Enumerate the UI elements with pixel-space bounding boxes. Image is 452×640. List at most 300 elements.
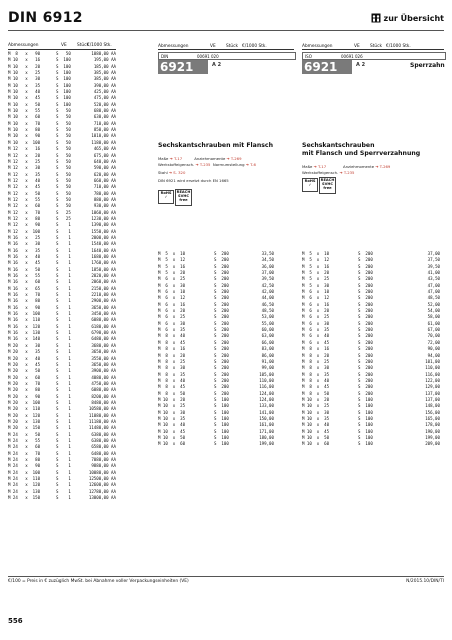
price-cell: 180,00 [259, 434, 274, 440]
price-cell: 199,00 [425, 434, 440, 440]
price-cell: 124,00 [259, 396, 274, 402]
price-cell: 52,00 [427, 301, 440, 307]
dimension-cell: M 6 x 30 [302, 320, 330, 326]
price-cell: 2020,00 AA [91, 273, 116, 279]
meta-ref[interactable]: T-17 [173, 156, 183, 161]
ve-cell: S 1 [56, 292, 71, 298]
price-cell: 133,00 [259, 403, 274, 409]
dimension-cell: M 5 x 16 [302, 263, 330, 269]
ve-cell: S 200 [214, 333, 229, 339]
dimension-cell: M 5 x 20 [302, 270, 330, 276]
dimension-cell: M 20 x 70 [8, 380, 41, 386]
col-dimensions: Abmessungen [8, 42, 39, 48]
ve-cell: S 200 [358, 314, 373, 320]
price-cell: 178,00 [425, 422, 440, 428]
meta-label: Maße [158, 156, 169, 161]
mid-din-number: 6921 [158, 60, 208, 74]
ve-cell: S 1 [56, 406, 71, 412]
ve-cell: S 200 [214, 276, 229, 282]
footer-note: €/100 = Preis in € zuzüglich MwSt. bei Abnahme voller Verpackungseinheiten (VE) [8, 579, 189, 584]
ve-cell: S 100 [358, 441, 373, 447]
price-cell: 6080,00 AA [91, 317, 116, 323]
dimension-cell: M 20 x 50 [8, 368, 41, 374]
price-cell: 390,00 AA [93, 82, 116, 88]
ve-cell: S 200 [358, 339, 373, 345]
ve-cell: S 100 [56, 76, 71, 82]
dimension-cell: M 24 x 60 [8, 444, 41, 450]
dimension-cell: M 16 x 45 [8, 260, 41, 266]
price-cell: 3550,00 AA [91, 355, 116, 361]
ve-cell: S 1 [56, 380, 71, 386]
price-cell: 1760,00 AA [91, 260, 116, 266]
price-cell: 385,00 AA [93, 76, 116, 82]
price-cell: 7080,00 AA [91, 457, 116, 462]
ve-cell: S 100 [358, 422, 373, 428]
price-cell: 465,00 AA [93, 146, 116, 152]
price-cell: 110,00 [259, 377, 274, 383]
price-cell: 99,00 [261, 365, 274, 371]
price-cell: 44,00 [261, 295, 274, 301]
price-cell: 1230,00 AA [91, 215, 116, 221]
price-cell: 105,00 [259, 371, 274, 377]
dimension-cell: M 24 x 50 [8, 431, 41, 437]
dimension-cell: M 10 x 60 [8, 114, 41, 120]
table-row [8, 495, 116, 501]
price-cell: 42,00 [261, 289, 274, 295]
ve-cell: S 100 [358, 434, 373, 440]
dimension-cell: M 16 x 140 [8, 336, 41, 342]
price-cell: 116,00 [425, 371, 440, 377]
dimension-cell: M 20 x 30 [8, 342, 41, 348]
ve-cell: S 1 [56, 482, 71, 488]
ve-cell: S 50 [56, 158, 71, 164]
dimension-cell: M 10 x 40 [302, 422, 330, 428]
col-ve: VE [61, 42, 67, 48]
dimension-cell: M 10 x 80 [8, 127, 41, 133]
dimension-cell: M 8 x 30 [158, 365, 186, 371]
price-cell: 70,00 [427, 333, 440, 339]
ve-cell: S 1 [56, 488, 71, 494]
meta-ref[interactable]: T-6 [250, 161, 256, 167]
dimension-cell: M 5 x 10 [158, 251, 186, 256]
dimension-cell: M 8 x 35 [302, 371, 330, 377]
dimension-cell: M 24 x 55 [8, 437, 41, 443]
dimension-cell: M 16 x 30 [8, 241, 41, 247]
dimension-cell: M 8 x 45 [158, 384, 186, 390]
price-cell: 1060,00 AA [91, 209, 116, 215]
dimension-cell: M 5 x 12 [302, 257, 330, 263]
dimension-cell: M 8 x 45 [302, 384, 330, 390]
right-variant: Sperrzahn [410, 62, 445, 69]
dimension-cell: M 6 x 25 [302, 314, 330, 320]
ve-cell: S 100 [358, 428, 373, 434]
price-cell: 11480,00 AA [88, 425, 116, 431]
ve-cell: S 200 [214, 295, 229, 301]
price-cell: 1540,00 AA [91, 241, 116, 247]
price-cell: 42,50 [261, 282, 274, 288]
price-cell: 6080,00 AA [91, 387, 116, 393]
ve-cell: S 1 [56, 317, 71, 323]
dimension-cell: M 20 x 120 [8, 412, 41, 418]
dimension-cell: M 10 x 55 [8, 108, 41, 114]
ve-cell: S 200 [358, 270, 373, 276]
dimension-cell: M 8 x 35 [158, 371, 186, 377]
dimension-cell: M 10 x 100 [8, 139, 41, 145]
ve-cell: S 200 [214, 289, 229, 295]
ve-cell: S 1 [56, 222, 71, 228]
price-cell: 8200,00 AA [91, 393, 116, 399]
dimension-cell: M 8 x 30 [302, 365, 330, 371]
right-meta: Maße ➔ T-17 Anziehmomente ➔ T-269 Werkstoffeigensch. ➔ T-235 [302, 164, 391, 175]
ve-cell: S 200 [214, 263, 229, 269]
price-cell: 12500,00 AA [88, 476, 116, 482]
ve-cell: S 200 [214, 377, 229, 383]
ve-cell: S 1 [56, 323, 71, 329]
ve-cell: S 1 [56, 437, 71, 443]
price-cell: 55,00 [261, 320, 274, 326]
dimension-cell: M 16 x 90 [8, 304, 41, 310]
dimension-cell: M 10 x 16 [8, 57, 41, 63]
dimension-cell: M 6 x 10 [158, 289, 186, 295]
dimension-cell: M 20 x 80 [8, 387, 41, 393]
price-cell: 1550,00 AA [91, 228, 116, 234]
price-cell: 137,00 [425, 390, 440, 396]
dimension-cell: M 16 x 110 [8, 317, 41, 323]
dimension-cell: M 12 x 90 [8, 222, 41, 228]
price-cell: 156,00 [425, 409, 440, 415]
ve-cell: S 50 [56, 152, 71, 158]
price-cell: 3450,00 AA [91, 311, 116, 317]
price-cell: 1640,00 AA [91, 247, 116, 253]
dimension-cell: M 12 x 25 [8, 158, 41, 164]
ve-cell: S 50 [56, 196, 71, 202]
price-cell: 10080,00 AA [88, 469, 116, 475]
price-cell: 48,50 [261, 308, 274, 314]
reach-badge [175, 189, 192, 206]
ve-cell: S 100 [214, 396, 229, 402]
ve-cell: S 1 [56, 342, 71, 348]
ve-cell: S 200 [358, 371, 373, 377]
price-cell: 91,00 [261, 358, 274, 364]
dimension-cell: M 24 x 80 [8, 457, 41, 462]
price-cell: 6790,00 AA [91, 330, 116, 336]
ve-cell: S 100 [214, 428, 229, 434]
ve-cell: S 100 [214, 422, 229, 428]
ve-cell: S 50 [56, 127, 71, 133]
dimension-cell: M 16 x 50 [8, 266, 41, 272]
price-cell: 4750,00 AA [91, 380, 116, 386]
reach-badge [319, 177, 336, 194]
ve-cell: S 200 [214, 282, 229, 288]
dimension-cell: M 8 x 40 [158, 333, 186, 339]
ve-cell: S 100 [56, 101, 71, 107]
price-cell: 880,00 AA [93, 196, 116, 202]
price-cell: 640,00 AA [93, 158, 116, 164]
price-cell: 47,00 [427, 289, 440, 295]
price-cell: 37,50 [427, 257, 440, 263]
price-cell: 9880,00 AA [91, 463, 116, 469]
price-cell: 46,50 [261, 301, 274, 307]
footer-code: N/2015.10/DIN/TI [406, 579, 444, 584]
price-cell: 12780,00 AA [88, 488, 116, 494]
price-cell: 34,50 [261, 257, 274, 263]
meta-ref[interactable]: T-17 [317, 164, 327, 169]
ve-cell: S 100 [214, 434, 229, 440]
meta-ref[interactable]: T-235 [343, 169, 355, 175]
price-cell: 39,50 [261, 276, 274, 282]
dimension-cell: M 12 x 100 [8, 228, 41, 234]
price-cell: 3900,00 AA [91, 368, 116, 374]
ve-cell: S 1 [56, 311, 71, 317]
price-cell: 6580,00 AA [91, 444, 116, 450]
dimension-cell: M 6 x 30 [158, 320, 186, 326]
price-cell: 1390,00 AA [91, 222, 116, 228]
dimension-cell: M 10 x 45 [8, 95, 41, 101]
ve-cell: S 100 [214, 409, 229, 415]
ve-cell: S 1 [56, 254, 71, 259]
dimension-cell: M 10 x 30 [302, 409, 330, 415]
price-cell: 129,00 [425, 384, 440, 390]
price-cell: 67,00 [427, 327, 440, 333]
price-cell: 930,00 AA [93, 203, 116, 209]
ve-cell: S 100 [214, 415, 229, 421]
dimension-cell: M 16 x 100 [8, 311, 41, 317]
ve-cell: S 100 [56, 63, 71, 69]
price-cell: 86,00 [261, 352, 274, 358]
price-cell: 1850,00 AA [91, 266, 116, 272]
meta-ref[interactable]: T-235 [199, 161, 211, 167]
ve-cell: S 1 [56, 241, 71, 247]
dimension-cell: M 12 x 30 [8, 165, 41, 171]
price-cell: 171,00 [259, 428, 274, 434]
dimension-cell: M 8 x 40 [302, 377, 330, 383]
ve-cell: S 1 [56, 279, 71, 285]
price-cell: 60,00 [261, 327, 274, 333]
dimension-cell: M 16 x 35 [8, 247, 41, 253]
dimension-cell: M 20 x 35 [8, 349, 41, 355]
ve-cell: S 200 [358, 251, 373, 256]
dimension-cell: M 6 x 12 [302, 295, 330, 301]
code-number: 00691 020 [197, 53, 219, 59]
price-cell: 3650,00 AA [91, 304, 116, 310]
ve-cell: S 200 [358, 352, 373, 358]
col-price: €/1000 Stk. [386, 44, 411, 49]
price-cell: 11180,00 AA [88, 418, 116, 424]
page-number: 556 [8, 617, 23, 625]
ve-cell: S 1 [56, 260, 71, 266]
ve-cell: S 200 [358, 333, 373, 339]
price-cell: 6380,00 AA [91, 437, 116, 443]
right-table-header [302, 40, 444, 50]
dimension-cell: M 10 x 50 [8, 101, 41, 107]
ve-cell: S 50 [56, 133, 71, 139]
price-cell: 66,00 [261, 339, 274, 345]
dimension-cell: M 8 x 20 [302, 352, 330, 358]
price-cell: 385,00 AA [93, 70, 116, 76]
table-row [158, 441, 274, 447]
ve-cell: S 200 [358, 289, 373, 295]
dimension-cell: M 24 x 110 [8, 476, 41, 482]
dimension-cell: M 10 x 90 [8, 133, 41, 139]
price-cell: 33,50 [261, 251, 274, 256]
price-cell: 1180,00 AA [91, 139, 116, 145]
dimension-cell: M 5 x 16 [158, 263, 186, 269]
dimension-cell: M 10 x 60 [302, 441, 330, 447]
stahl-label: Stahl [158, 170, 168, 175]
title-line: Sechskantschrauben [302, 142, 375, 149]
rohs-badge: RoHS ✓ [158, 190, 174, 204]
dimension-cell: M 5 x 10 [302, 251, 330, 256]
price-cell: 63,00 [261, 333, 274, 339]
dimension-cell: M 6 x 10 [302, 289, 330, 295]
dimension-cell: M 10 x 50 [302, 434, 330, 440]
back-to-overview-link[interactable] [371, 13, 444, 23]
ve-cell: S 1 [56, 361, 71, 367]
dimension-cell: M 8 x 20 [158, 352, 186, 358]
col-ve: VE [210, 44, 216, 49]
ve-cell: S 1 [56, 298, 71, 304]
footer-rule [8, 576, 444, 577]
ve-cell: S 1 [56, 273, 71, 279]
dimension-cell: M 24 x 130 [8, 488, 41, 494]
code-number: 00691 026 [341, 53, 363, 59]
dimension-cell: M 10 x 45 [158, 428, 186, 434]
dimension-cell: M 20 x 45 [8, 361, 41, 367]
ve-cell: S 50 [56, 184, 71, 190]
dimension-cell: M 8 x 16 [158, 346, 186, 352]
ve-cell: S 200 [214, 384, 229, 390]
ve-cell: S 1 [56, 495, 71, 501]
price-cell: 10580,00 AA [88, 406, 116, 412]
dimension-cell: M 12 x 80 [8, 215, 41, 221]
price-cell: 150,00 [259, 415, 274, 421]
dimension-cell: M 12 x 50 [8, 190, 41, 196]
back-label: zur Übersicht [383, 13, 444, 23]
meta-label: Anziehmomente [194, 156, 226, 161]
ve-cell: S 1 [56, 418, 71, 424]
price-cell: 680,00 AA [93, 108, 116, 114]
badge-text: free [179, 198, 188, 202]
badge-text: SVHC [177, 194, 189, 198]
price-cell: 520,00 AA [93, 101, 116, 107]
ve-cell: S 200 [214, 257, 229, 263]
badge-text: SVHC [321, 182, 333, 186]
dimension-cell: M 5 x 12 [158, 257, 186, 263]
badge-text: RoHS [160, 191, 172, 195]
dimension-cell: M 6 x 20 [302, 308, 330, 314]
dimension-cell: M 12 x 16 [8, 146, 41, 152]
mid-price-table [158, 251, 274, 448]
ve-cell: S 100 [358, 409, 373, 415]
ve-cell: S 100 [358, 403, 373, 409]
ve-cell: S 200 [358, 346, 373, 352]
price-cell: 124,00 [259, 390, 274, 396]
dimension-cell: M 16 x 65 [8, 285, 41, 291]
ve-cell: S 100 [56, 70, 71, 76]
ve-cell: S 1 [56, 330, 71, 336]
col-ve: VE [354, 44, 360, 49]
price-cell: 39,50 [427, 263, 440, 269]
dimension-cell: M 20 x 130 [8, 418, 41, 424]
badge-text: RoHS [304, 179, 316, 183]
dimension-cell: M 24 x 150 [8, 495, 41, 501]
dimension-cell: M 10 x 35 [158, 415, 186, 421]
price-cell: 53,00 [261, 314, 274, 320]
ve-cell: S 200 [358, 365, 373, 371]
ve-cell: S 1 [56, 304, 71, 310]
ve-cell: S 200 [214, 320, 229, 326]
ve-cell: S 1 [56, 444, 71, 450]
ve-cell: S 200 [214, 308, 229, 314]
dimension-cell: M 6 x 35 [158, 327, 186, 333]
dimension-cell: M 24 x 100 [8, 469, 41, 475]
ve-cell: S 1 [56, 374, 71, 380]
price-cell: 2000,00 AA [91, 234, 116, 240]
ve-cell: S 200 [358, 358, 373, 364]
mid-table-header [158, 40, 294, 50]
right-price-table [302, 251, 440, 448]
dimension-cell: M 10 x 25 [158, 403, 186, 409]
ve-cell: S 50 [56, 114, 71, 120]
ve-cell: S 1 [56, 368, 71, 374]
meta-ref[interactable]: T-269 [230, 156, 242, 161]
ve-cell: S 200 [214, 352, 229, 358]
dimension-cell: M 8 x 90 [8, 51, 41, 56]
price-cell: 199,00 [259, 441, 274, 447]
col-stueck: Stück [77, 42, 89, 48]
overview-icon [371, 13, 381, 23]
col-price: €/1000 Stk. [87, 42, 112, 48]
price-cell: 590,00 AA [93, 165, 116, 171]
stahl-ref[interactable]: S. 320 [173, 170, 186, 175]
dimension-cell: M 16 x 60 [8, 279, 41, 285]
price-cell: 850,00 AA [93, 127, 116, 133]
dimension-cell: M 8 x 50 [302, 390, 330, 396]
dimension-cell: M 12 x 20 [8, 152, 41, 158]
dimension-cell: M 16 x 80 [8, 298, 41, 304]
dimension-cell: M 16 x 25 [8, 234, 41, 240]
dimension-cell: M 5 x 30 [302, 282, 330, 288]
ve-cell: S 100 [56, 95, 71, 101]
price-cell: 83,00 [261, 346, 274, 352]
ve-cell: S 50 [56, 139, 71, 145]
price-cell: 48,50 [427, 295, 440, 301]
ve-cell: S 50 [56, 51, 71, 56]
price-cell: 2210,00 AA [91, 292, 116, 298]
dimension-cell: M 20 x 100 [8, 399, 41, 405]
price-cell: 4080,00 AA [91, 374, 116, 380]
ve-cell: S 200 [214, 301, 229, 307]
ve-cell: S 1 [56, 349, 71, 355]
dimension-cell: M 8 x 25 [158, 358, 186, 364]
ve-cell: S 1 [56, 387, 71, 393]
dimension-cell: M 5 x 20 [158, 270, 186, 276]
ve-cell: S 200 [358, 276, 373, 282]
dimension-cell: M 10 x 35 [302, 415, 330, 421]
price-cell: 185,00 AA [93, 63, 116, 69]
meta-ref[interactable]: T-269 [379, 164, 391, 169]
ve-cell: S 200 [214, 358, 229, 364]
ve-cell: S 200 [214, 251, 229, 256]
ve-cell: S 50 [56, 108, 71, 114]
mid-product-title: Sechskantschrauben mit Flansch [158, 142, 273, 149]
price-cell: 6180,00 AA [91, 323, 116, 329]
price-cell: 54,00 [427, 308, 440, 314]
price-cell: 36,00 [261, 263, 274, 269]
price-cell: 47,00 [427, 282, 440, 288]
price-cell: 122,00 [425, 377, 440, 383]
ve-cell: S 100 [358, 396, 373, 402]
